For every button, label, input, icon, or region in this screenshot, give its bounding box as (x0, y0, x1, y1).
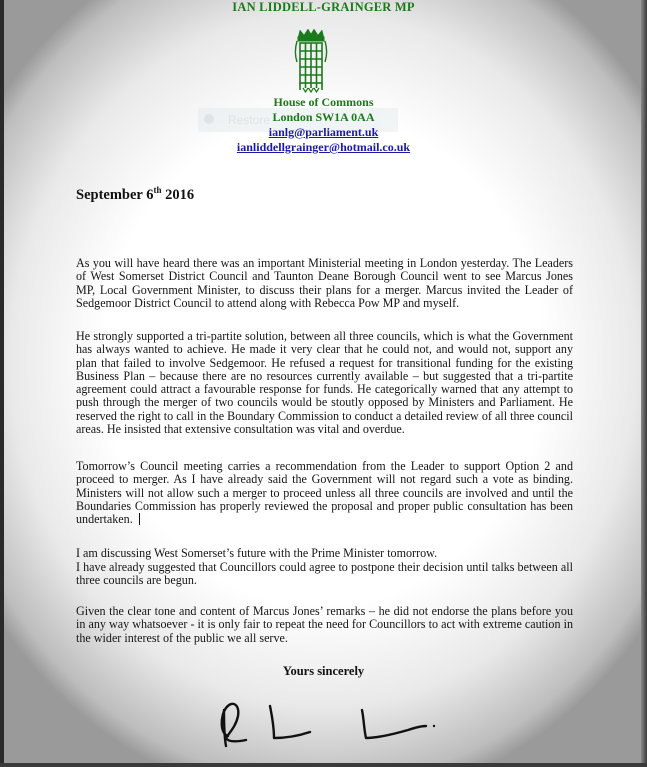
right-shadow-edge (641, 0, 647, 767)
closing-salutation: Yours sincerely (282, 664, 365, 678)
paragraph-4b: I have already suggested that Councillors could agree to postpone their decision until talks between all three councils are begun. (76, 560, 573, 588)
address-line-1: House of Commons (273, 95, 374, 109)
mp-name: IAN LIDDELL-GRAINGER MP (232, 0, 415, 14)
paragraph-5: Given the clear tone and content of Marcus Jones’ remarks – he did not endorse the plans before you in any way whatsoever - it is only fair to repeat the need for Councillors to act with extreme caution in the wider interest of the public we all serve. (76, 604, 573, 645)
portcullis-icon (294, 28, 328, 94)
address-line-2: London SW1A 0AA (272, 110, 375, 124)
date-suffix: th (153, 185, 162, 195)
date-year: 2016 (161, 187, 195, 203)
paragraph-3-text: Tomorrow’s Council meeting carries a recommendation from the Leader to support Option 2 and proceed to merger. As I have already said the Government will not regard such a vote as binding. Ministers will not allow such a merger to proceed unless all three councils are involved and until the Boundaries Commission has properly reviewed the proposal and proper public consultation has been undertaken. (76, 459, 573, 527)
paragraph-1: As you will have heard there was an important Ministerial meeting in London yesterday. The Leaders of West Somerset District Council and Taunton Deane Borough Council went to see Marcus Jones MP, Local Government Minister, to discuss their plans for a merger. Marcus invited the Leader of Sedgemoor District Council to attend along with Rebecca Pow MP and myself. (76, 256, 573, 310)
signature-image (214, 696, 439, 754)
date-month-day: September 6 (76, 187, 154, 203)
paragraph-3 (76, 460, 573, 526)
left-shadow-edge (0, 0, 4, 767)
letter-date (76, 187, 194, 204)
email-link-parliament[interactable]: ianlg@parliament.uk (268, 125, 379, 139)
paragraph-4a: I am discussing West Somerset’s future with the Prime Minister tomorrow. (76, 546, 438, 560)
bottom-shadow-edge (0, 763, 647, 767)
paragraph-2: He strongly supported a tri-partite solution, between all three councils, which is what the Government has always wanted to achieve. He made it very clear that he could not, and would not, support any plan that failed to involve Sedgemoor. He refused a request for transitional funding for the existing Business Plan – because there are no resources currently available – but suggested that a tri-partite agreement could attract a favourable response for funds. He categorically warned that any attempt to push through the merger of two councils would be stoutly opposed by Ministers and Parliament. He reserved the right to call in the Boundary Commission to conduct a detailed review of all three council areas. He insisted that extensive consultation was vital and overdue. (76, 329, 573, 437)
text-cursor (139, 513, 140, 525)
restore-label: Restore (228, 113, 271, 127)
email-link-hotmail[interactable]: ianliddellgrainger@hotmail.co.uk (236, 140, 411, 154)
